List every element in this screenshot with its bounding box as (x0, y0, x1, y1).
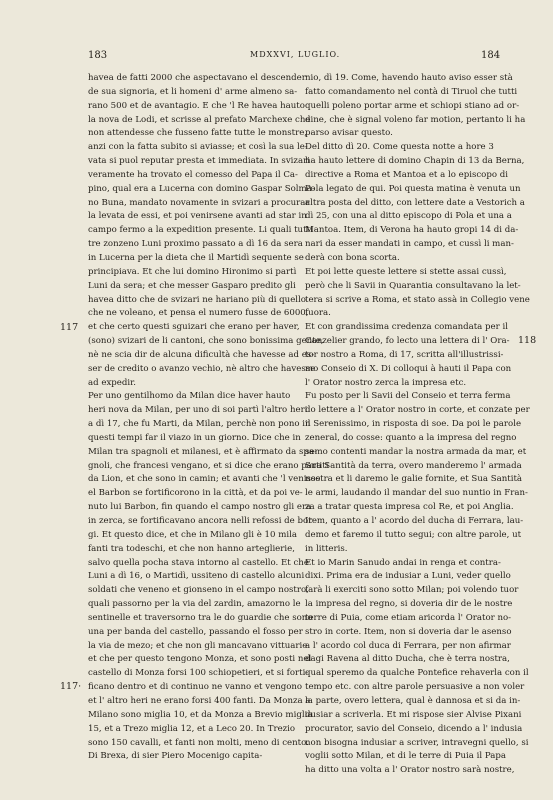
right-page-number: 184 (481, 50, 501, 61)
text-line: Mantoa. Item, di Verona ha hauto gropi 14 di da- (305, 225, 519, 236)
text-line: ad expedir. (88, 377, 137, 388)
margin-number: 118 (518, 335, 537, 346)
text-line: nostra et li daremo le galie fornite, et Sua Santità (305, 474, 523, 485)
text-line: quelli poleno portar arme et schiopi stiano ad or- (305, 100, 520, 111)
text-line: mo Conseio di X. Di colloqui à hauti il Papa con (305, 363, 512, 374)
text-line: soldati che veneno et gionseno in el campo nostro, (88, 585, 309, 596)
text-line: in zerca, se fortificavano ancora nelli refossi de bor- (88, 516, 316, 526)
text-line: in litteris. (305, 543, 348, 554)
text-line: Pola legato de qui. Poi questa matina è venuta un (305, 183, 521, 194)
margin-number: 117 (60, 322, 79, 333)
running-head: MDXXVI, LUGLIO. (250, 50, 341, 59)
text-line: el Barbon se fortificorono in la città, et da poi ve- (88, 488, 303, 499)
text-line: Milan tra spagnoli et milanesi, et è affirmato da spa- (88, 446, 317, 457)
text-line: parso avisar questo. (305, 128, 393, 139)
text-line: et che certo questi sguizari che erano per haver, (88, 322, 300, 333)
text-line: dine, che è signal voleno far motion, pertanto li ha (305, 114, 526, 125)
text-line: fuora. (305, 308, 331, 319)
text-line: Fu posto per li Savii del Conseio et terra ferma (305, 391, 511, 402)
text-line: sentinelle et traversorno tra le do guardie che sono (88, 612, 313, 623)
text-line: heri nova da Milan, per uno di soi partì l'altro heri (88, 405, 308, 416)
text-line: do lettere a l' Orator nostro in corte, et conzate per (305, 405, 530, 416)
text-line: Di Brexa, di sier Piero Mocenigo capita- (88, 751, 263, 762)
text-line: ha ditto una volta a l' Orator nostro sarà nostre, (305, 765, 515, 776)
text-line: il Serenissimo, in risposta di soe. Da poi le parole (305, 419, 522, 430)
text-line: Et con grandissima credenza comandata per il (305, 322, 508, 333)
text-line: tre zonzeno Luni proximo passato a dì 16 da sera (88, 239, 303, 250)
text-line: et che per questo tengono Monza, et sono posti nel (88, 654, 312, 665)
text-line: castello di Monza forsi 100 schiopetieri, et si forti- (88, 668, 309, 679)
text-line: nuto lui Barbon, fin quando el campo nostro gli era (88, 502, 312, 513)
text-line: fanti tra todeschi, et che non hanno arteglierie, (88, 543, 295, 554)
text-line: derà con bona scorta. (305, 252, 400, 263)
text-line: campo fermo a la expedition presente. Li quali tutti (88, 225, 313, 236)
text-line: tera si scrive a Roma, et stato assà in Collegio vene (305, 294, 530, 305)
text-line: havea de fatti 2000 che aspectavano el descender (88, 73, 306, 83)
text-line: directive a Roma et Mantoa et a lo episcopo di (305, 169, 509, 180)
text-line: nio, dì 19. Come, havendo hauto aviso esser stà (305, 73, 513, 83)
text-line: nari da esser mandati in campo, et cussì li man- (305, 239, 514, 250)
text-line: pino, qual era a Lucerna con domino Gaspar Solma- (88, 183, 315, 194)
text-line: altra posta del ditto, con lettere date a Vestorich a (305, 197, 525, 208)
text-line: Et poi lette queste lettere si stette assai cussì, (305, 266, 507, 277)
text-line: a l' acordo col duca di Ferrara, per non afirmar (305, 640, 511, 651)
text-line: Et io Marin Sanudo andai in renga et contra- (305, 557, 501, 568)
text-line: quali passorno per la via del zardin, amazorno le (88, 599, 301, 610)
text-line: questi tempi far il viazo in un giorno. Dice che in (88, 432, 301, 443)
text-line: (sono) svizari de li cantoni, che sono bonissima gente, (88, 336, 324, 347)
text-line: Milano sono miglia 10, et da Monza a Brevio miglia (88, 709, 313, 720)
margin-number: 117· (60, 681, 82, 692)
text-line: ha hauto lettere di domino Chapin di 13 da Berna, (305, 156, 525, 167)
text-line: Canzelier grando, fo lecto una lettera di l' Ora- (305, 336, 510, 347)
text-line: la parte, overo lettera, qual è dannosa et si da in- (305, 695, 521, 706)
text-line: terre di Puia, come etiam aricorda l' Orator no- (305, 612, 512, 623)
text-line: fatto comandamento nel contà di Tiruol che tutti (305, 86, 518, 97)
text-line: tor nostro a Roma, di 17, scritta all'illustrissi- (305, 349, 504, 360)
text-line: però che li Savii in Quarantia consultavano la let- (305, 280, 521, 291)
text-line: Item, quanto a l' acordo del ducha di Ferrara, lau- (305, 516, 524, 526)
text-line: tempo etc. con altre parole persuasive a non voler (305, 682, 525, 693)
text-line: Luni a dì 16, o Martidì, ussiteno di castello alcuni (88, 571, 305, 582)
text-line: non attendesse che fusseno fatte tutte le monstre, (88, 128, 308, 139)
text-line: farà li exerciti sono sotto Milan; poi volendo tuor (305, 585, 519, 596)
text-line: una per banda del castello, passando el fosso per (88, 626, 303, 637)
text-line: da Lion, et che sono in camin; et avanti che 'l venisse (88, 474, 321, 485)
text-line: la levata de essi, et poi venirsene avanti ad star in (88, 211, 307, 222)
text-line: Per uno gentilhomo da Milan dice haver hauto (88, 391, 291, 402)
text-line: voglii sotto Milan, et di le terre di Puia il Papa (305, 751, 506, 762)
text-line: a dì 17, che fu Marti, da Milan, perchè non pono in (88, 419, 311, 430)
text-line: anzi con la fatta subito si aviasse; et così la sua le- (88, 142, 308, 153)
text-line: stro in corte. Item, non si doveria dar le asenso (305, 626, 512, 637)
text-line: procurator, savio del Conseio, dicendo a l' indusia (305, 723, 523, 734)
text-line: veramente ha trovato el comesso del Papa il Ca- (88, 169, 298, 180)
text-line: za a tratar questa impresa col Re, et poi Anglia. (305, 502, 514, 513)
left-page-number: 183 (88, 50, 108, 61)
text-line: le armi, laudando il mandar del suo nuntio in Fran- (305, 488, 528, 499)
text-line: demo et faremo il tutto segui; con altre parole, ut (305, 529, 522, 540)
text-line: ficano dentro et di continuo ne vanno et vengono (88, 682, 303, 693)
text-line: la impresa del regno, si doveria dir de le nostre (305, 599, 513, 610)
text-line: l' Orator nostro zerca la impresa etc. (305, 377, 467, 388)
text-line: dixi. Prima era de indusiar a Luni, veder quello (305, 571, 511, 582)
text-line: havea ditto che de svizari ne hariano più di quello (88, 294, 306, 305)
text-line: Luni da sera; et che messer Gasparo predito gli (88, 280, 296, 291)
text-line: gnoli, che francesi vengano, et si dice che erano partiti (88, 460, 329, 471)
text-line: ser de credito o avanzo vechio, nè altro che havesse (88, 363, 316, 374)
text-line: salvo quella pocha stava intorno al castello. Et che (88, 557, 309, 568)
text-line: dagi Ravena al ditto Ducha, che è terra nostra, (305, 654, 510, 665)
text-line: che ne voleano, et pensa el numero fusse de 6000, (88, 308, 309, 319)
text-line: rano 500 et de avantagio. E che 'l Re havea hauto (88, 100, 305, 111)
text-line: la via de mezo; et che non gli mancavano vittuarie (88, 640, 308, 651)
text-line: qual speremo da qualche Pontefice rehaverla con il (305, 668, 529, 679)
text-line: semo contenti mandar la nostra armada da mar, et (305, 446, 527, 457)
text-line: sono 150 cavalli, et fanti non molti, meno di cento. (88, 737, 309, 748)
text-line: in Lucerna per la dieta che il Martidì sequente se (88, 252, 304, 263)
text-line: zeneral, do cosse: quanto a la impresa del regno (305, 432, 517, 443)
text-line: de sua signoria, et li homeni d' arme almeno sa- (88, 86, 298, 97)
text-line: gi. Et questo dice, et che in Milano gli è 10 mila (88, 529, 297, 540)
text-line: no Buna, mandato novamente in svizari a procurar (88, 197, 310, 208)
text-line: dì 25, con una al ditto episcopo di Pola et una a (305, 211, 512, 222)
text-line: nè ne scia dir de alcuna dificultà che havesse ad es- (88, 349, 315, 360)
text-line: vata si puol reputar presta et immediata. In svizari (88, 156, 310, 167)
text-line: principiava. Et che lui domino Hironimo si partì (88, 266, 297, 277)
text-line: la nova de Lodi, et scrisse al prefato Marchexe che (88, 114, 311, 125)
text-line: dusiar a scriverla. Et mi rispose sier Alvise Pixani (305, 709, 522, 720)
text-line: Del ditto dì 20. Come questa notte a hore 3 (305, 142, 494, 153)
text-line: et l' altro heri ne erano forsi 400 fanti. Da Monza a (88, 695, 311, 706)
text-line: Sua Santità da terra, overo manderemo l' armada (305, 460, 522, 471)
text-line: 15, et a Trezo miglia 12, et a Leco 20. In Trezio (88, 723, 296, 734)
text-line: non bisogna indusiar a scriver, intravegni quello, si (305, 737, 529, 748)
